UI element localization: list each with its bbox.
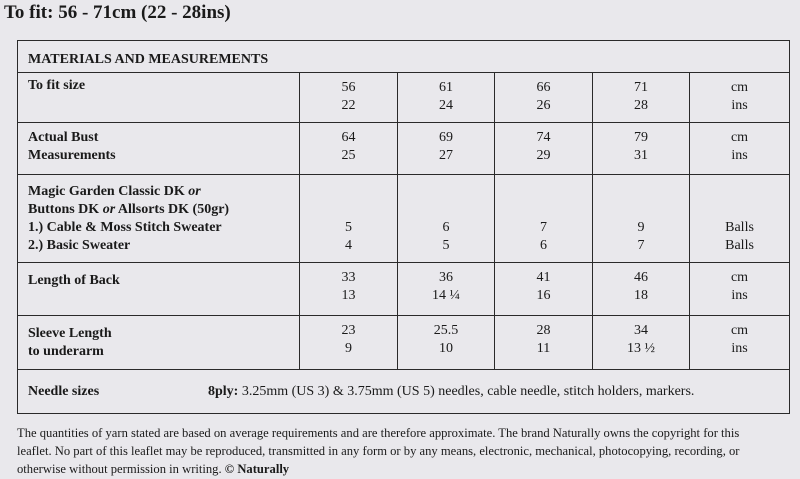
unit-cell: cm ins (690, 73, 790, 123)
size-cell: 28 11 (495, 316, 593, 370)
unit-cell: cm ins (690, 263, 790, 316)
size-cell: 61 24 (398, 73, 495, 123)
row-label: Length of Back (18, 263, 300, 316)
size-cell: 64 25 (300, 123, 398, 175)
copyright: © Naturally (224, 462, 290, 476)
footer-line: otherwise without permission in writing. © Naturally (17, 462, 290, 476)
row-label: Actual Bust Measurements (18, 123, 300, 175)
size-cell: 71 28 (593, 73, 690, 123)
size-cell: 6 5 (398, 175, 495, 263)
table-row (18, 175, 790, 263)
yarn-label: Magic Garden Classic DK or Buttons DK or Allsorts DK (50gr) 1.) Cable & Moss Stitch Sweater 2.) Basic Sweater (18, 175, 300, 263)
size-cell: 41 16 (495, 263, 593, 316)
size-cell: 46 18 (593, 263, 690, 316)
unit-cell: cm ins (690, 316, 790, 370)
size-cell: 34 13 ½ (593, 316, 690, 370)
table-row (18, 73, 790, 123)
table-row (18, 263, 790, 316)
size-cell: 69 27 (398, 123, 495, 175)
size-cell: 36 14 ¼ (398, 263, 495, 316)
needle-label: Needle sizes (28, 383, 100, 399)
unit-cell: cm ins (690, 123, 790, 175)
size-cell: 7 6 (495, 175, 593, 263)
needle-details: 8ply: 3.25mm (US 3) & 3.75mm (US 5) needles, cable needle, stitch holders, markers. (208, 383, 695, 399)
footer-line: The quantities of yarn stated are based on average requirements and are therefore approximate. The brand Naturally owns the copyright for this (17, 426, 740, 440)
materials-table (17, 40, 790, 414)
needle-cell (18, 370, 790, 414)
needle-row (18, 370, 790, 414)
footer-note (17, 424, 795, 478)
size-cell: 23 9 (300, 316, 398, 370)
size-cell: 5 4 (300, 175, 398, 263)
unit-cell: Balls Balls (690, 175, 790, 263)
size-cell: 74 29 (495, 123, 593, 175)
footer-line: leaflet. No part of this leaflet may be reproduced, transmitted in any form or by any means, electronic, mechanical, photocopying, recording, or (17, 444, 740, 458)
size-cell: 66 26 (495, 73, 593, 123)
size-cell: 33 13 (300, 263, 398, 316)
size-cell: 9 7 (593, 175, 690, 263)
size-cell: 56 22 (300, 73, 398, 123)
table-row (18, 123, 790, 175)
size-cell: 25.5 10 (398, 316, 495, 370)
section-title: MATERIALS AND MEASUREMENTS (18, 41, 790, 73)
row-label: Sleeve Length to underarm (18, 316, 300, 370)
table-row (18, 316, 790, 370)
size-cell: 79 31 (593, 123, 690, 175)
row-label: To fit size (18, 73, 300, 123)
page-heading: To fit: 56 - 71cm (22 - 28ins) (4, 2, 231, 23)
